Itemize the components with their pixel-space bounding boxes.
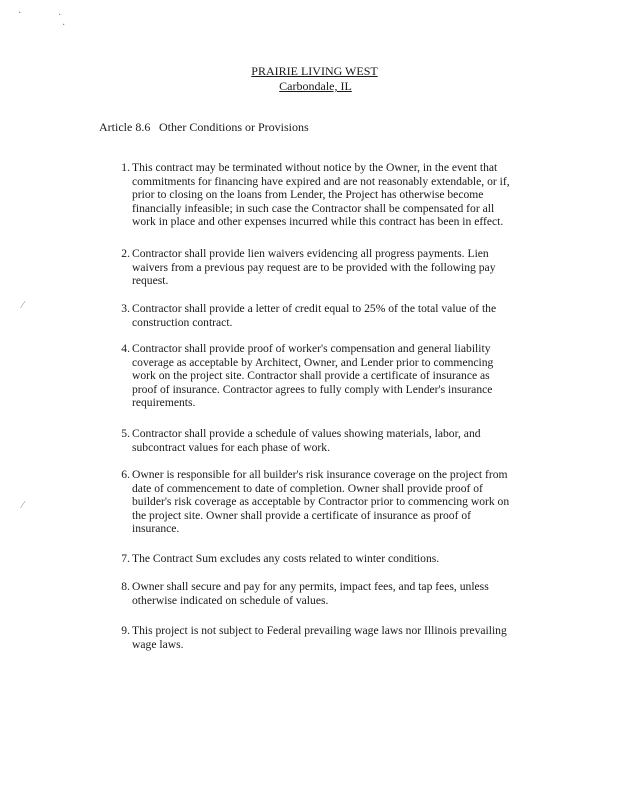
provision-item: [112, 552, 527, 566]
provision-line: Contractor shall provide proof of worker's compensation and general liability: [132, 342, 491, 355]
provision-text: [130, 247, 527, 288]
provision-line: Contractor shall provide lien waivers evidencing all progress payments. Lien: [132, 247, 489, 260]
provision-line: coverage as acceptable by Architect, Owner, and Lender prior to commencing: [132, 355, 494, 369]
provision-text: [130, 580, 527, 607]
provision-item: [112, 624, 527, 651]
provision-item: [112, 247, 527, 288]
provision-line: work on the project site. Contractor shall provide a certificate of insurance as: [132, 369, 490, 383]
provision-item: [112, 161, 527, 229]
provision-line: Contractor shall provide a schedule of values showing materials, labor, and: [132, 427, 481, 440]
provision-text: [130, 427, 527, 454]
provision-item: [112, 342, 527, 410]
scan-speck: ⁄: [22, 500, 24, 511]
provision-line: Owner is responsible for all builder's risk insurance coverage on the project from: [132, 468, 508, 481]
provision-text: [130, 624, 527, 651]
provision-line: work in place and other expenses incurred while this contract has been in effect.: [132, 215, 504, 229]
scan-speck: ⁄: [22, 300, 24, 311]
provision-number: 4.: [121, 342, 130, 355]
provision-item: [112, 302, 527, 329]
provision-number: 1.: [121, 161, 130, 174]
provision-line: proof of insurance. Contractor agrees to fully comply with Lender's insurance: [132, 382, 493, 396]
provision-line: prior to closing on the loans from Lender, the Project has otherwise become: [132, 188, 484, 202]
scan-speck: ·: [58, 10, 62, 21]
provision-line: financially infeasible; in such case the Contractor shall be compensated for all: [132, 201, 495, 215]
provision-line: the project site. Owner shall provide a certificate of insurance as proof of: [132, 508, 471, 522]
provision-line: Contractor shall provide a letter of credit equal to 25% of the total value of the: [132, 302, 497, 315]
scan-speck: ·: [18, 8, 22, 19]
provision-line: Owner shall secure and pay for any permits, impact fees, and tap fees, unless: [132, 580, 489, 593]
provision-line: insurance.: [132, 522, 180, 536]
provision-line: otherwise indicated on schedule of values.: [132, 593, 329, 607]
provision-item: [112, 580, 527, 607]
article-title: Other Conditions or Provisions: [159, 120, 309, 134]
provision-line: wage laws.: [132, 637, 184, 651]
provision-number: 8.: [121, 580, 130, 593]
provision-text: [130, 302, 527, 329]
article-number: Article 8.6: [99, 120, 151, 134]
provision-text: [130, 161, 527, 229]
provision-number: 2.: [121, 247, 130, 260]
document-title: PRAIRIE LIVING WEST: [251, 64, 378, 78]
provision-line: commitments for financing have expired and are not reasonably extendable, or if,: [132, 174, 510, 188]
provision-text: [130, 342, 527, 410]
provision-line: requirements.: [132, 396, 196, 410]
provision-number: 7.: [121, 552, 130, 565]
provision-line: The Contract Sum excludes any costs related to winter conditions.: [132, 552, 440, 565]
provision-number: 3.: [121, 302, 130, 315]
provision-line: This project is not subject to Federal prevailing wage laws nor Illinois prevailing: [132, 624, 507, 637]
provision-number: 5.: [121, 427, 130, 440]
provision-line: builder's risk coverage as acceptable by Contractor prior to commencing work on: [132, 495, 510, 509]
provision-line: waivers from a previous pay request are to be provided with the following pay: [132, 260, 496, 274]
provision-line: request.: [132, 274, 169, 288]
provision-item: [112, 468, 527, 536]
article-heading: [99, 120, 309, 135]
provision-text: [130, 468, 527, 536]
provision-line: subcontract values for each phase of work.: [132, 440, 330, 454]
provision-line: date of commencement to date of completion. Owner shall provide proof of: [132, 481, 483, 495]
scan-speck: ·: [62, 20, 66, 31]
provision-line: This contract may be terminated without notice by the Owner, in the event that: [132, 161, 498, 174]
provision-number: 6.: [121, 468, 130, 481]
provision-item: [112, 427, 527, 454]
document-subtitle: Carbondale, IL: [279, 79, 352, 93]
provision-text: [130, 552, 527, 566]
provision-number: 9.: [121, 624, 130, 637]
provision-line: construction contract.: [132, 315, 233, 329]
